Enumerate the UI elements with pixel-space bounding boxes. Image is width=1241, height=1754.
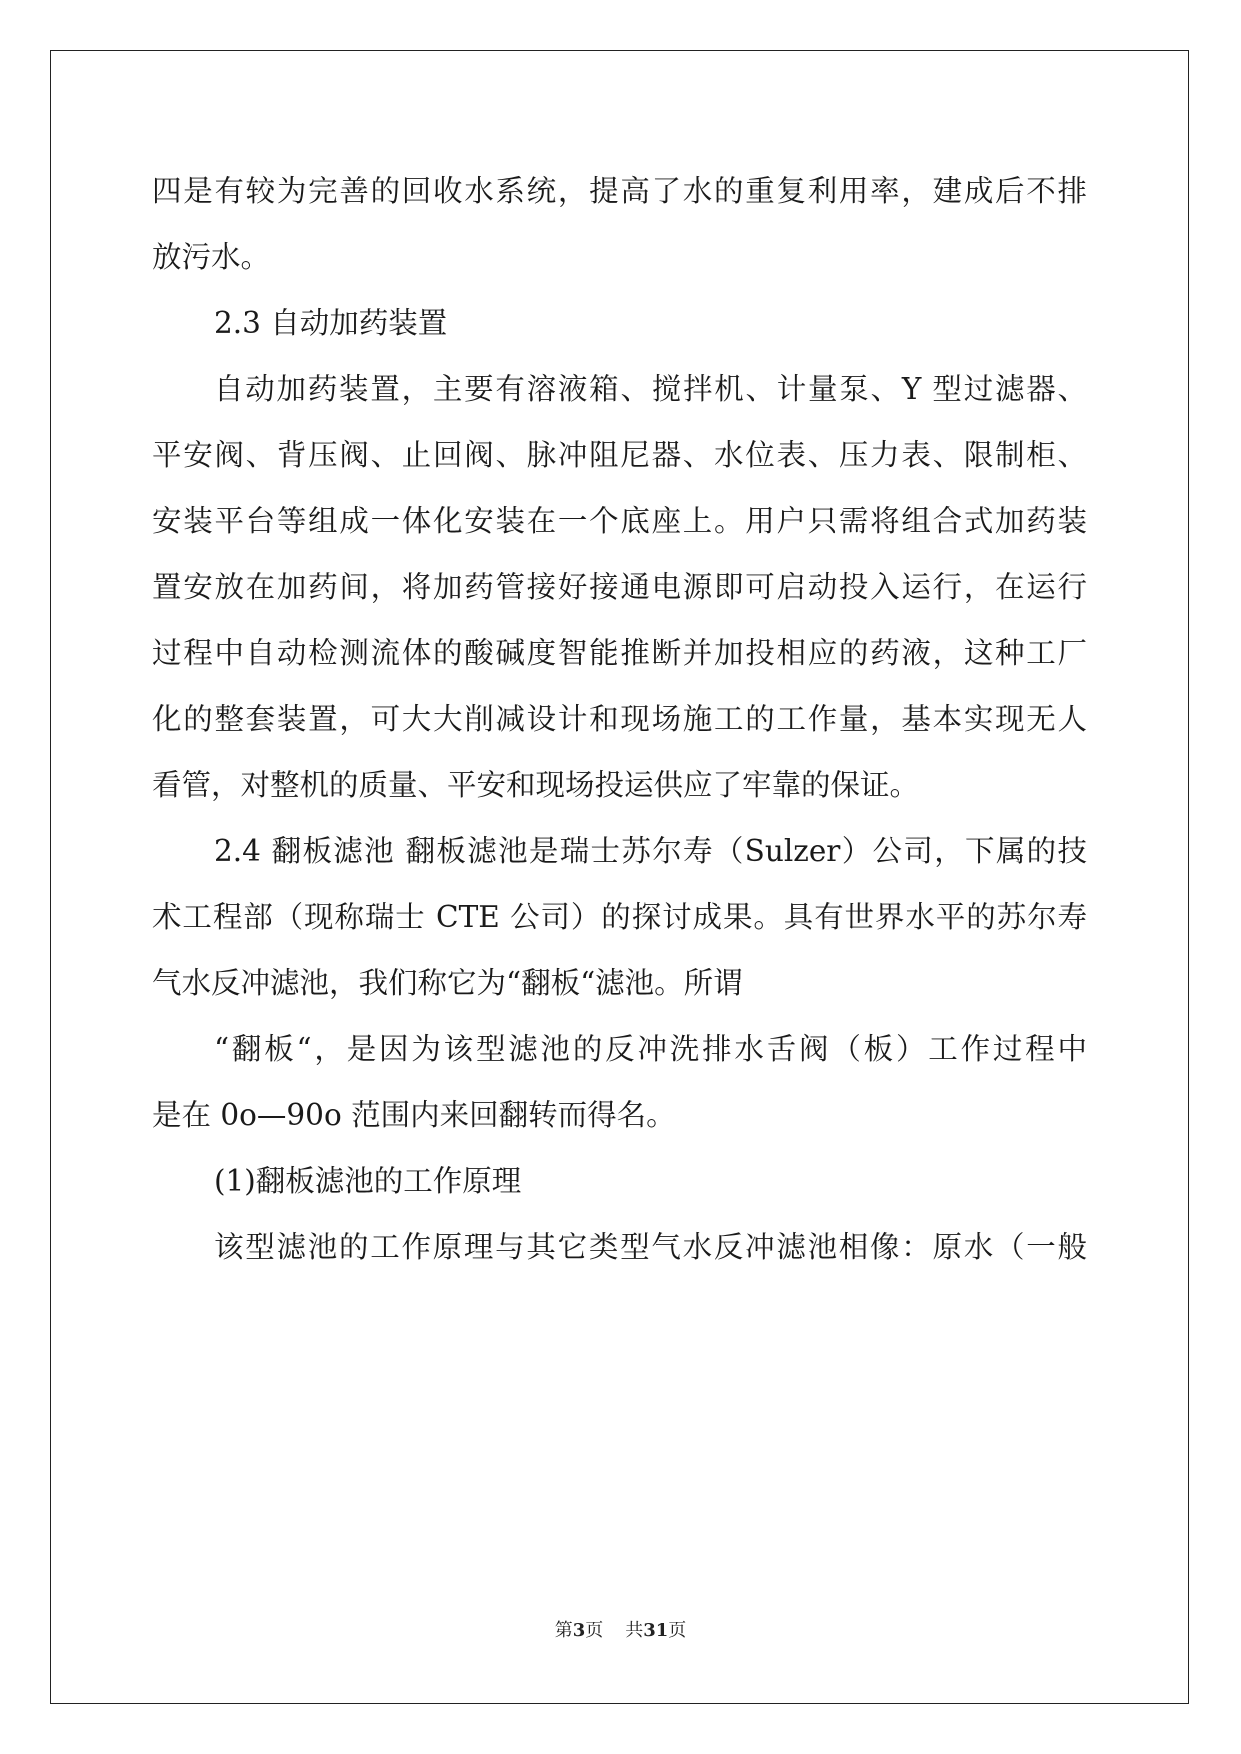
section-heading: (1)翻板滤池的工作原理 [214, 1164, 522, 1198]
page-label-suffix: 页 [585, 1620, 604, 1641]
text-line: 自动加药装置，主要有溶液箱、搅拌机、计量泵、Y 型过滤器、 [214, 372, 1087, 406]
page-label-prefix: 第 [554, 1620, 573, 1641]
total-label-suffix: 页 [668, 1620, 687, 1641]
text-line: 术工程部（现称瑞士 CTE 公司）的探讨成果。具有世界水平的苏尔寿 [152, 900, 1087, 934]
page-number: 3 [572, 1620, 586, 1641]
section-heading: 2.3 自动加药装置 [214, 306, 448, 340]
text-line: 气水反冲滤池，我们称它为“翻板“滤池。所谓 [152, 966, 743, 1000]
page-footer [0, 1619, 1241, 1643]
text-line: “翻板“，是因为该型滤池的反冲洗排水舌阀（板）工作过程中 [214, 1032, 1087, 1066]
document-body [152, 158, 1087, 1280]
text-line: 四是有较为完善的回收水系统，提高了水的重复利用率，建成后不排 [152, 174, 1087, 208]
text-line: 置安放在加药间，将加药管接好接通电源即可启动投入运行，在运行 [152, 570, 1087, 604]
section-heading: 2.4 翻板滤池 翻板滤池是瑞士苏尔寿（Sulzer）公司，下属的技 [214, 834, 1087, 868]
text-line: 放污水。 [152, 240, 271, 274]
text-line: 安装平台等组成一体化安装在一个底座上。用户只需将组合式加药装 [152, 504, 1087, 538]
total-label-prefix: 共 [625, 1620, 644, 1641]
text-line: 过程中自动检测流体的酸碱度智能推断并加投相应的药液，这种工厂 [152, 636, 1087, 670]
text-line: 看管，对整机的质量、平安和现场投运供应了牢靠的保证。 [152, 768, 920, 802]
text-line: 是在 0o—90o 范围内来回翻转而得名。 [152, 1098, 676, 1132]
text-line: 该型滤池的工作原理与其它类型气水反冲滤池相像：原水（一般 [214, 1230, 1087, 1264]
total-pages: 31 [643, 1620, 669, 1641]
text-line: 平安阀、背压阀、止回阀、脉冲阻尼器、水位表、压力表、限制柜、 [152, 438, 1087, 472]
text-line: 化的整套装置，可大大削减设计和现场施工的工作量，基本实现无人 [152, 702, 1087, 736]
